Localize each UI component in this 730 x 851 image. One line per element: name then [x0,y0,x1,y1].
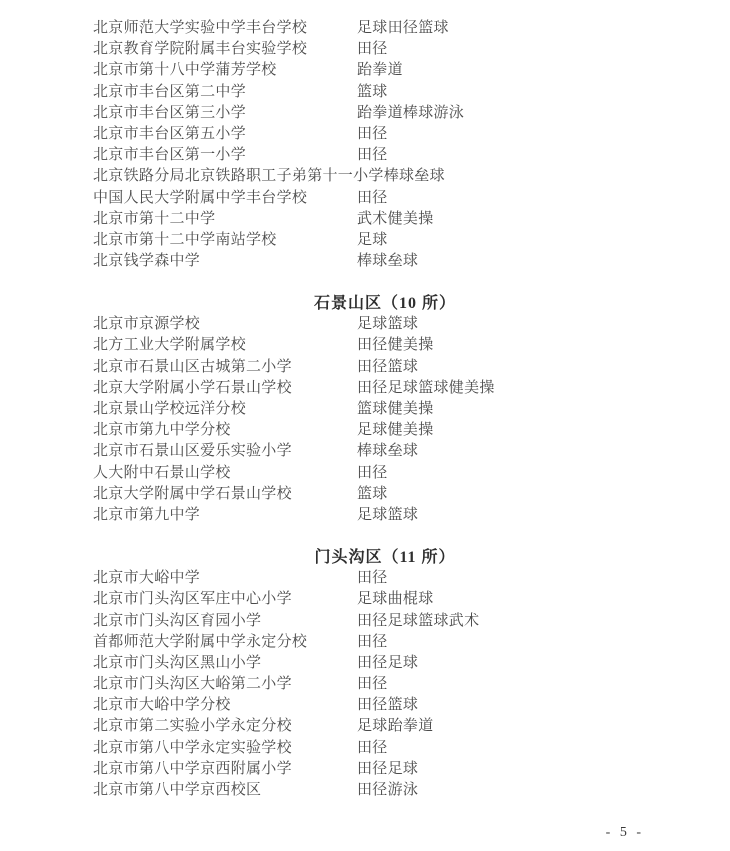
table-row [93,399,710,420]
sports-list: 足球健美操 [357,422,434,439]
table-row [93,188,710,209]
table-row [93,780,710,801]
sports-list: 武术健美操 [357,210,434,227]
sports-list: 田径 [357,570,388,587]
section [93,547,710,801]
table-row [93,589,710,610]
table-row [93,230,710,251]
table-row [93,251,710,272]
sports-list: 篮球健美操 [357,401,434,417]
school-name: 北京铁路分局北京铁路职工子弟第十一小学 [93,168,384,185]
table-row [93,335,710,356]
school-name: 北京市第十八中学蒲芳学校 [93,62,277,79]
table-row [93,18,710,39]
table-row [93,124,710,145]
sports-list: 足球田径篮球 [357,20,449,36]
table-row [93,484,710,505]
sports-list: 田径足球 [357,654,419,671]
table-row [93,695,710,716]
table-row [93,674,710,695]
school-name: 北京市第十二中学南站学校 [93,231,277,248]
school-name: 北京市门头沟区大峪第二小学 [93,676,292,693]
section-header: 门头沟区（11 所） [314,549,456,567]
table-row [93,314,710,335]
school-name: 北京市丰台区第五小学 [93,125,247,142]
school-name: 北京市丰台区第一小学 [93,147,247,164]
school-name: 人大附中石景山学校 [93,464,231,481]
table-row [93,103,710,124]
sports-list: 田径健美操 [357,337,434,354]
sports-list: 篮球 [357,485,388,502]
school-name: 北京市大峪中学分校 [93,697,231,714]
school-name: 北方工业大学附属学校 [93,337,247,354]
sports-list: 田径 [357,739,388,756]
document-body [93,18,710,801]
sports-list: 田径 [357,41,388,58]
school-name: 北京市门头沟区黑山小学 [93,654,262,671]
school-name: 北京市石景山区古城第二小学 [93,358,292,375]
school-name: 北京市丰台区第二中学 [93,83,247,100]
sports-list: 田径足球 [357,760,419,777]
sports-list: 田径 [357,125,388,142]
section [93,18,710,272]
school-name: 北京市第九中学分校 [93,422,231,439]
school-name: 北京市大峪中学 [93,570,201,587]
school-name: 北京市第十二中学 [93,210,216,227]
table-row [93,420,710,441]
sports-list: 棒球垒球 [383,168,445,185]
school-name: 北京市第八中学京西附属小学 [93,760,292,777]
sports-list: 田径篮球 [357,697,419,714]
school-name: 北京市石景山区爱乐实验小学 [93,443,292,460]
school-name: 北京市丰台区第三小学 [93,104,247,121]
table-row [93,632,710,653]
table-row [93,60,710,81]
sports-list: 篮球 [357,83,388,100]
page-number: - 5 - [605,825,644,840]
school-name: 北京市第九中学 [93,506,201,523]
sports-list: 足球篮球 [357,316,419,333]
school-name: 中国人民大学附属中学丰台学校 [93,189,308,206]
sports-list: 田径 [357,189,388,206]
table-row [93,166,710,187]
school-name: 北京钱学森中学 [93,253,201,270]
table-row [93,611,710,632]
school-name: 北京大学附属中学石景山学校 [93,485,292,502]
school-name: 北京市门头沟区育园小学 [93,612,262,629]
sports-list: 足球曲棍球 [357,591,434,608]
section [93,293,710,526]
sports-list: 跆拳道 [357,62,403,79]
sports-list: 足球篮球 [357,506,419,523]
table-row [93,568,710,589]
sports-list: 田径 [357,147,388,164]
sports-list: 棒球垒球 [357,253,419,270]
school-name: 首都师范大学附属中学永定分校 [93,633,308,650]
table-row [93,378,710,399]
school-name: 北京师范大学实验中学丰台学校 [93,20,308,36]
table-row [93,441,710,462]
section-header: 石景山区（10 所） [313,295,456,313]
sports-list: 足球跆拳道 [357,718,434,735]
school-name: 北京教育学院附属丰台实验学校 [93,41,308,58]
sports-list: 田径篮球 [357,358,419,375]
table-row [93,716,710,737]
school-name: 北京大学附属小学石景山学校 [93,379,292,396]
table-row [93,209,710,230]
school-name: 北京市第八中学京西校区 [93,782,262,798]
table-row [93,357,710,378]
table-row [93,463,710,484]
table-row [93,505,710,526]
school-name: 北京市第八中学永定实验学校 [93,739,292,756]
school-name: 北京市京源学校 [93,316,201,333]
sports-list: 跆拳道棒球游泳 [357,104,465,121]
table-row [93,738,710,759]
table-row [93,145,710,166]
table-row [93,82,710,103]
sports-list: 棒球垒球 [357,443,419,460]
table-row [93,653,710,674]
sports-list: 田径 [357,633,388,650]
sports-list: 田径游泳 [357,782,419,798]
school-name: 北京市门头沟区军庄中心小学 [93,591,292,608]
school-name: 北京景山学校远洋分校 [93,401,247,417]
sports-list: 田径 [357,464,388,481]
sports-list: 田径足球篮球健美操 [357,379,495,396]
sports-list: 田径 [357,676,388,693]
table-row [93,759,710,780]
table-row [93,39,710,60]
sports-list: 田径足球篮球武术 [357,612,480,629]
school-name: 北京市第二实验小学永定分校 [93,718,292,735]
sports-list: 足球 [357,231,388,248]
